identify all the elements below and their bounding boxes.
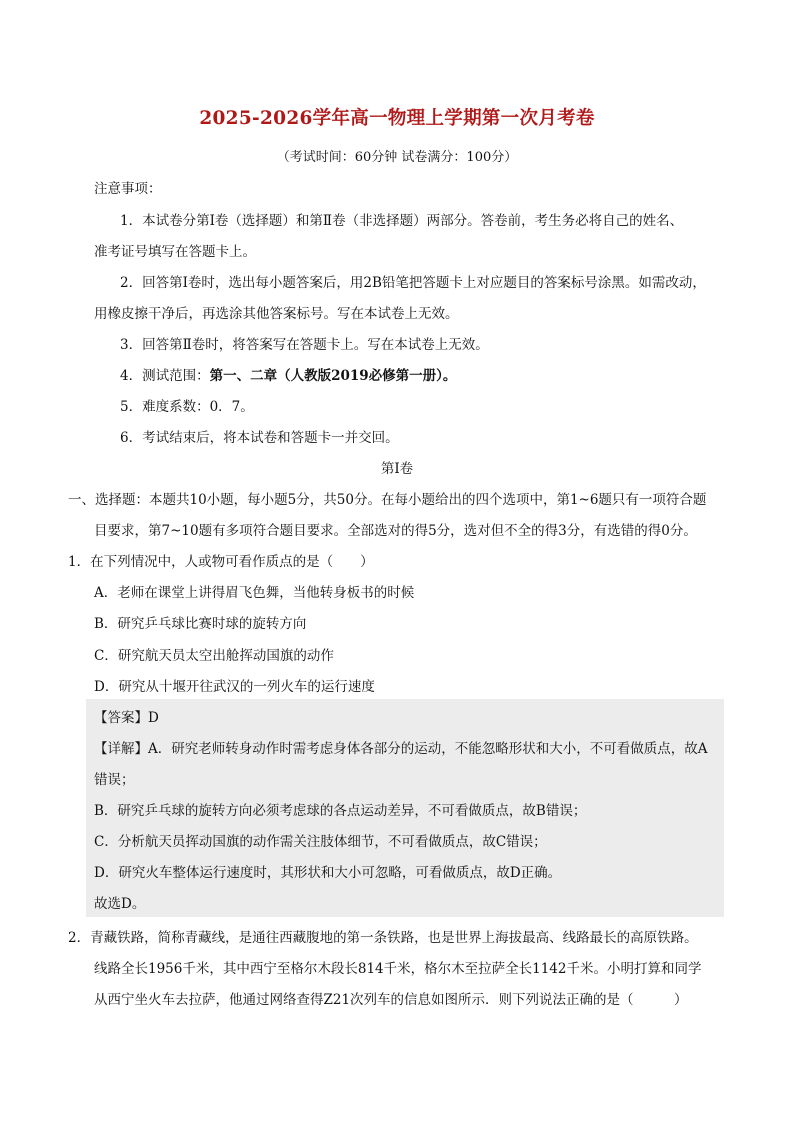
note-item-1-line-2: 准考证号填写在答题卡上。 <box>94 244 256 260</box>
explanation-line-2: 错误； <box>94 772 135 788</box>
question-2-line-3: 从西宁坐火车去拉萨，他通过网络查得Z21次列车的信息如图所示．则下列说法正确的是（ ） <box>94 992 688 1008</box>
test-scope: 第一、二章（人教版2019必修第一册）。 <box>209 368 457 384</box>
explanation-d: D．研究火车整体运行速度时，其形状和大小可忽略，可看做质点，故D正确。 <box>94 865 562 881</box>
explanation-c: C．分析航天员挥动国旗的动作需关注肢体细节，不可看做质点，故C错误； <box>94 834 547 850</box>
note-item-3: 3．回答第Ⅱ卷时，将答案写在答题卡上。写在本试卷上无效。 <box>120 337 489 353</box>
exam-title: 2025-2026学年高一物理上学期第一次月考卷 <box>199 108 595 129</box>
question-1-option-c: C．研究航天员太空出舱挥动国旗的动作 <box>94 648 334 664</box>
note-item-4-prefix: 4．测试范围： <box>120 368 210 384</box>
explanation-b: B．研究乒乓球的旋转方向必须考虑球的各点运动差异，不可看做质点，故B错误； <box>94 803 587 819</box>
answer-value: D <box>148 710 159 726</box>
question-1-stem: 1．在下列情况中，人或物可看作质点的是（ ） <box>68 554 374 570</box>
explanation-line-1 <box>94 737 708 757</box>
question-2-line-2: 线路全长1956千米，其中西宁至格尔木段长814千米，格尔木至拉萨全长1142千米。小明打算和同学 <box>94 961 702 977</box>
answer-label: 【答案】 <box>94 710 148 726</box>
answer-conclusion: 故选D。 <box>94 896 146 912</box>
note-item-2-line-1: 2．回答第Ⅰ卷时，选出每小题答案后，用2B铅笔把答题卡上对应题目的答案标号涂黑。如需改动， <box>120 275 706 291</box>
note-item-1-line-1: 1．本试卷分第Ⅰ卷（选择题）和第Ⅱ卷（非选择题）两部分。答卷前，考生务必将自己的姓名、 <box>120 213 684 229</box>
question-2-line-1: 2．青藏铁路，简称青藏线，是通往西藏腹地的第一条铁路，也是世界上海拔最高、线路最长的高原铁路。 <box>68 930 698 946</box>
question-1-option-d: D．研究从十堰开往武汉的一列火车的运行速度 <box>94 679 375 695</box>
answer-line <box>94 706 159 726</box>
section-intro-line-1: 一、选择题：本题共10小题，每小题5分，共50分。在每小题给出的四个选项中，第1~6题只有一项符合题 <box>68 492 707 508</box>
note-item-4 <box>120 364 456 384</box>
note-item-6: 6．考试结束后，将本试卷和答题卡一并交回。 <box>120 430 399 446</box>
note-item-2-line-2: 用橡皮擦干净后，再选涂其他答案标号。写在本试卷上无效。 <box>94 306 459 322</box>
question-1-option-a: A．老师在课堂上讲得眉飞色舞，当他转身板书的时候 <box>94 585 415 601</box>
volume-label: 第Ⅰ卷 <box>380 461 414 477</box>
notes-heading: 注意事项： <box>94 181 162 197</box>
question-1-option-b: B．研究乒乓球比赛时球的旋转方向 <box>94 616 307 632</box>
explanation-label: 【详解】 <box>94 741 148 757</box>
note-item-5: 5．难度系数：0．7。 <box>120 399 254 415</box>
exam-subtitle: （考试时间：60分钟 试卷满分：100分） <box>276 150 518 165</box>
explanation-a: A．研究老师转身动作时需考虑身体各部分的运动，不能忽略形状和大小，不可看做质点，故A <box>148 741 708 757</box>
section-intro-line-2: 目要求，第7~10题有多项符合题目要求。全部选对的得5分，选对但不全的得3分，有选错的得0分。 <box>94 523 697 539</box>
